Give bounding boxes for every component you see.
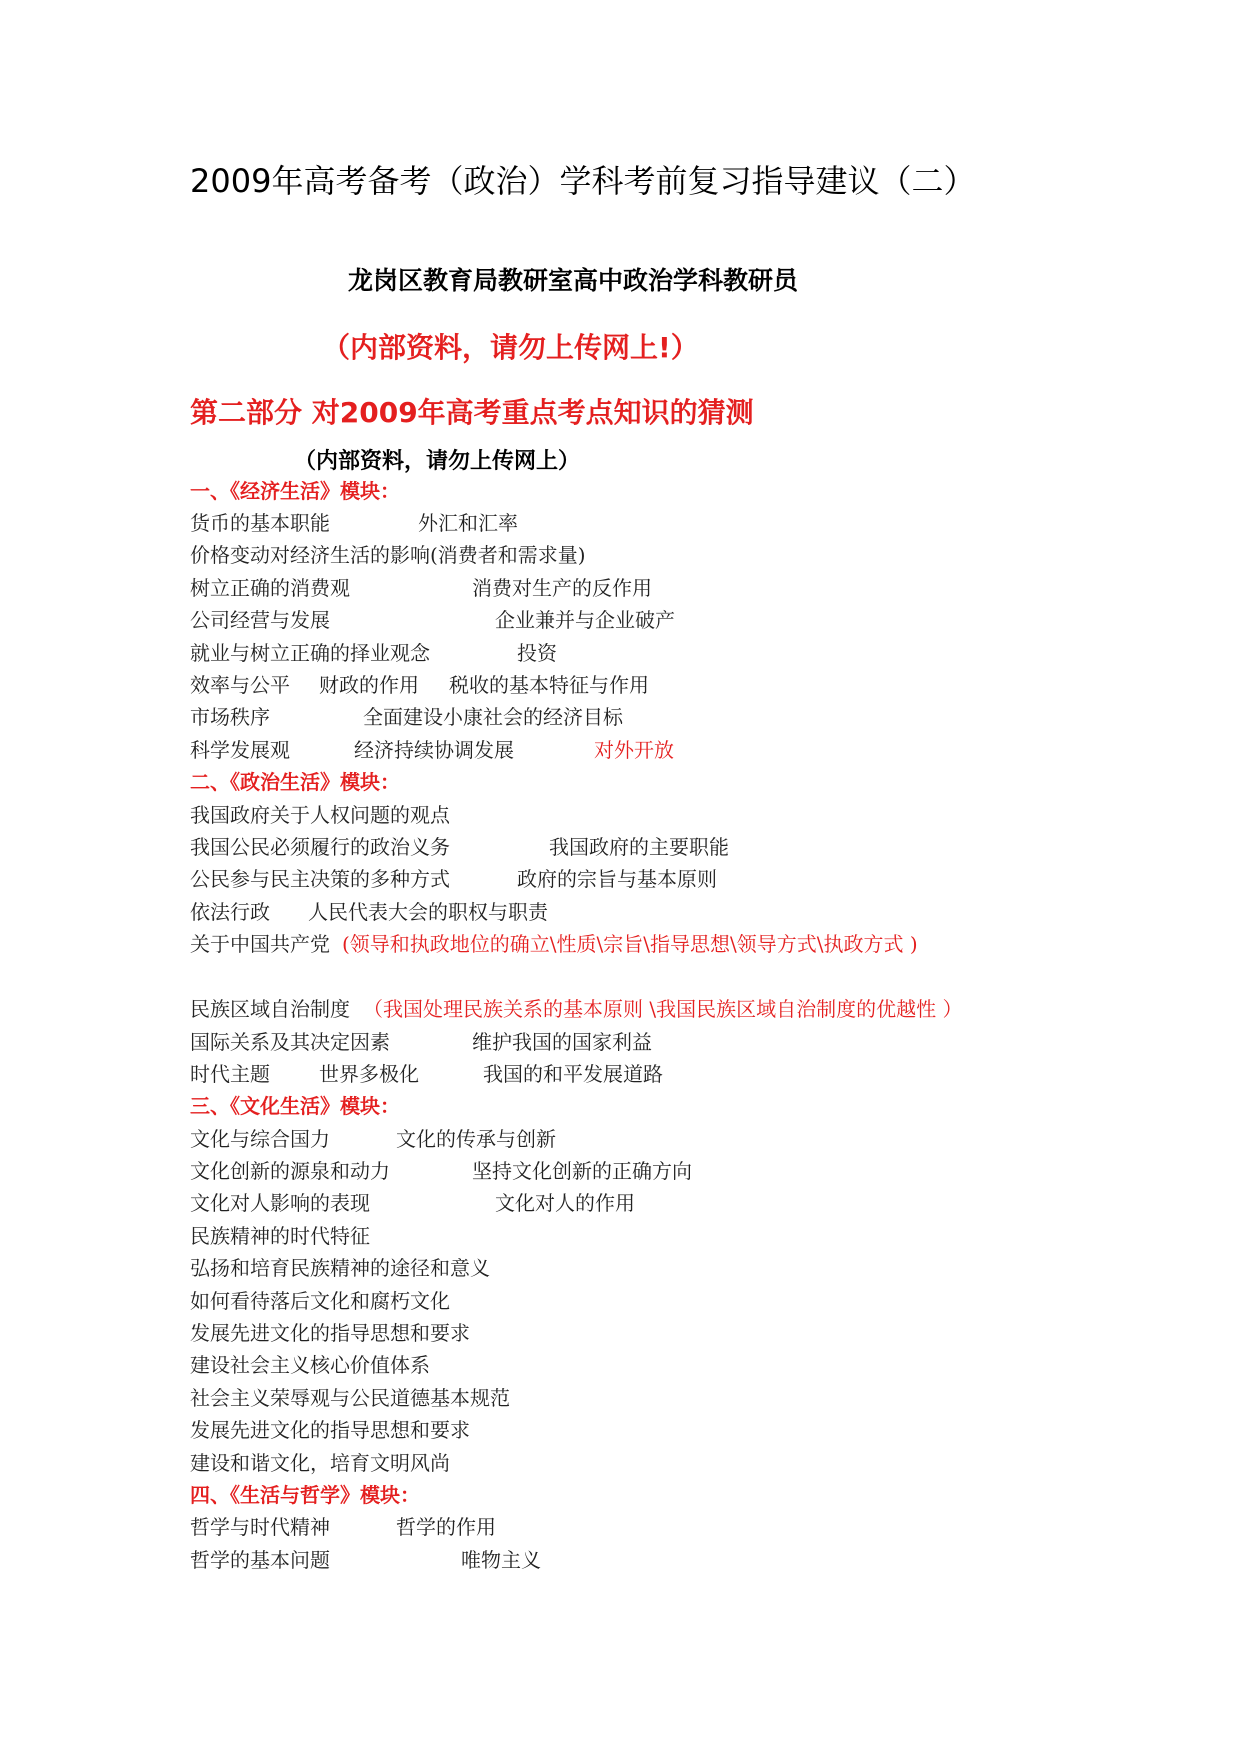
topic-text: 企业兼并与企业破产 [495, 608, 675, 632]
document-title: 2009年高考备考（政治）学科考前复习指导建议（二） [190, 162, 976, 200]
topic-text: 文化的传承与创新 [396, 1127, 556, 1151]
topic-text: 文化创新的源泉和动力 [190, 1159, 390, 1183]
topic-text: 唯物主义 [461, 1548, 541, 1572]
topic-text: 公民参与民主决策的多种方式 [190, 867, 450, 891]
topic-text: 我国政府关于人权问题的观点 [190, 803, 450, 827]
topic-text: 文化与综合国力 [190, 1127, 330, 1151]
topic-text: 效率与公平 [190, 673, 290, 697]
topic-text: 货币的基本职能 [190, 511, 330, 535]
topic-text: 发展先进文化的指导思想和要求 [190, 1418, 470, 1442]
topic-text: 价格变动对经济生活的影响(消费者和需求量) [190, 543, 586, 567]
topic-text: 文化对人影响的表现 [190, 1191, 370, 1215]
topic-text: 税收的基本特征与作用 [449, 673, 649, 697]
topic-text: 经济持续协调发展 [354, 738, 514, 762]
topic-detail-highlight: (领导和执政地位的确立\性质\宗旨\指导思想\领导方式\执政方式 ) [342, 932, 918, 956]
topic-text: 如何看待落后文化和腐朽文化 [190, 1289, 450, 1313]
topic-text: 哲学的作用 [396, 1515, 496, 1539]
topic-text: 树立正确的消费观 [190, 576, 350, 600]
topic-text: 科学发展观 [190, 738, 290, 762]
topic-text: 建设和谐文化，培育文明风尚 [190, 1451, 450, 1475]
topic-text: 市场秩序 [190, 705, 270, 729]
topic-text: 坚持文化创新的正确方向 [472, 1159, 692, 1183]
topic-text: 我国的和平发展道路 [483, 1062, 663, 1086]
topic-text: 发展先进文化的指导思想和要求 [190, 1321, 470, 1345]
internal-notice-red: （内部资料，请勿上传网上!） [322, 331, 699, 364]
topic-text: 财政的作用 [319, 673, 419, 697]
topic-text: 民族区域自治制度 [190, 997, 350, 1021]
part-heading: 第二部分 对2009年高考重点考点知识的猜测 [190, 396, 754, 429]
module-heading-politics: 二、《政治生活》模块： [190, 770, 400, 794]
topic-text: 国际关系及其决定因素 [190, 1030, 390, 1054]
author-line: 龙岗区教育局教研室高中政治学科教研员 [348, 266, 799, 295]
topic-text: 公司经营与发展 [190, 608, 330, 632]
topic-text: 哲学的基本问题 [190, 1548, 330, 1572]
topic-text-highlight: 对外开放 [594, 738, 674, 762]
topic-text: 就业与树立正确的择业观念 [190, 641, 430, 665]
topic-text: 世界多极化 [319, 1062, 419, 1086]
topic-text: 民族精神的时代特征 [190, 1224, 370, 1248]
topic-text: 投资 [517, 641, 557, 665]
topic-text: 我国政府的主要职能 [549, 835, 729, 859]
topic-text: 建设社会主义核心价值体系 [190, 1353, 430, 1377]
topic-text: 弘扬和培育民族精神的途径和意义 [190, 1256, 490, 1280]
topic-text: 维护我国的国家利益 [472, 1030, 652, 1054]
module-heading-philosophy: 四、《生活与哲学》模块： [190, 1483, 420, 1507]
topic-text: 依法行政 [190, 900, 270, 924]
topic-detail-highlight: （我国处理民族关系的基本原则 \我国民族区域自治制度的优越性 ） [363, 997, 963, 1021]
module-heading-culture: 三、《文化生活》模块： [190, 1094, 400, 1118]
topic-text: 哲学与时代精神 [190, 1515, 330, 1539]
topic-text: 政府的宗旨与基本原则 [517, 867, 717, 891]
topic-text: 时代主题 [190, 1062, 270, 1086]
topic-text: 外汇和汇率 [418, 511, 518, 535]
module-heading-economy: 一、《经济生活》模块： [190, 479, 400, 503]
topic-text: 消费对生产的反作用 [472, 576, 652, 600]
topic-text: 社会主义荣辱观与公民道德基本规范 [190, 1386, 510, 1410]
topic-text: 关于中国共产党 [190, 932, 330, 956]
topic-text: 文化对人的作用 [495, 1191, 635, 1215]
topic-text: 全面建设小康社会的经济目标 [363, 705, 623, 729]
topic-text: 我国公民必须履行的政治义务 [190, 835, 450, 859]
internal-notice: （内部资料，请勿上传网上） [294, 449, 581, 474]
topic-text: 人民代表大会的职权与职责 [308, 900, 548, 924]
